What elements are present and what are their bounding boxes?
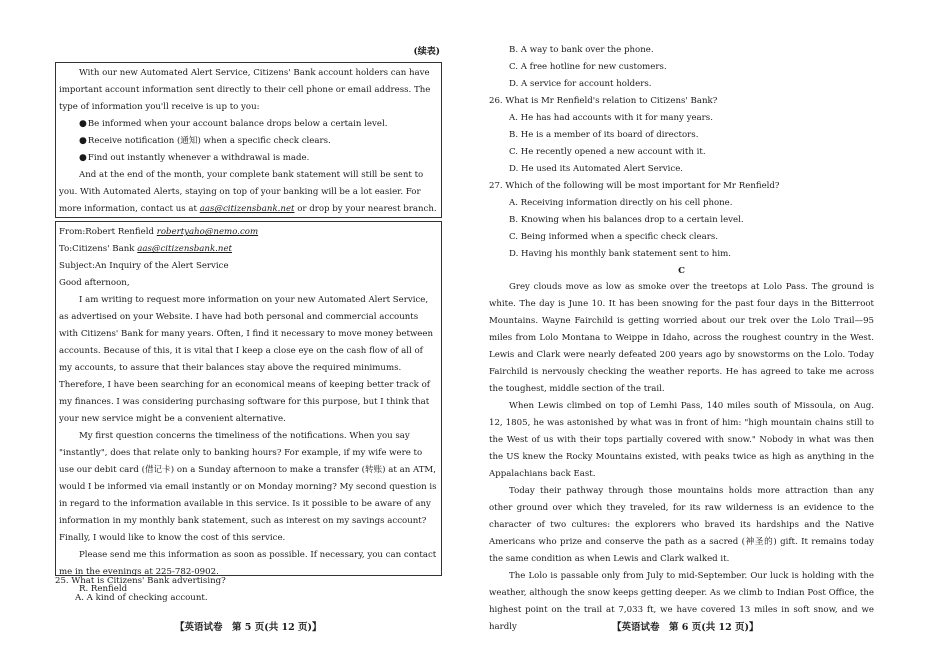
letter-greeting: Good afternoon,: [59, 278, 130, 288]
passage-c-paragraph-2: When Lewis climbed on top of Lemhi Pass, 140 miles south of Missoula, on Aug. 12, 1805, he was astonished by what was in front of him: "high mountain chains still to the West of us with their tops partially covered with snow." Nobody in what was then the US knew the Rocky Mountains existed, with peaks twice as high as anything in the Appalachians back East.: [489, 401, 874, 479]
question-26-option-c[interactable]: C. He recently opened a new account with it.: [509, 147, 706, 157]
letter-paragraph-2: My first question concerns the timeliness of the notifications. When you say "instantly", does that relate only to banking hours? For example, if my wife were to use our debit card (借记卡) on a Sunday afternoon to make a transfer (转账) at an ATM, would I be informed via email instantly or on Monday morning? My second question is in regard to the information available in this service. Is it possible to be aware of any information in my monthly bank statement, such as interest on my savings account? Finally, I would like to know the cost of this service.: [59, 431, 437, 543]
question-26-option-a[interactable]: A. He has had accounts with it for many years.: [509, 113, 713, 123]
passage-c: [489, 279, 874, 636]
ad-bullet-3: ● Find out instantly whenever a withdrawal is made.: [59, 150, 438, 167]
advertisement-box: [55, 62, 442, 218]
letter-paragraph-3: Please send me this information as soon as possible. If necessary, you can contact me in the evenings at 225-782-0902.: [59, 550, 437, 577]
ad-bullet-2: ● Receive notification (通知) when a specific check clears.: [59, 133, 438, 150]
letter-from: [59, 224, 438, 241]
letter-subject: Subject:An Inquiry of the Alert Service: [59, 261, 229, 271]
question-26-option-d[interactable]: D. He used its Automated Alert Service.: [509, 164, 684, 174]
question-27-stem: 27. Which of the following will be most important for Mr Renfield?: [489, 181, 780, 191]
question-25-continued: [489, 42, 874, 280]
to-label: To:Citizens' Bank: [59, 244, 138, 254]
ad-paragraph-1: With our new Automated Alert Service, Citizens' Bank account holders can have important account information sent directly to their cell phone or email address. The type of information you'll receive is up to you:: [59, 68, 431, 112]
ad-email-link[interactable]: aas@citizensbank.net: [199, 204, 295, 214]
question-25-option-d[interactable]: D. A service for account holders.: [509, 79, 652, 89]
ad-p2-tail: or drop by your nearest branch.: [294, 204, 437, 214]
question-25: [55, 573, 440, 607]
to-email[interactable]: aas@citizensbank.net: [137, 244, 232, 254]
from-label: From:Robert Renfield: [59, 227, 157, 237]
passage-c-paragraph-1: Grey clouds move as low as smoke over the treetops at Lolo Pass. The ground is white. The day is June 10. It has been snowing for the past four days in the Bitterroot Mountains. Wayne Fairchild is getting worried about our trek over the Lolo Trail—95 miles from Lolo Montana to Weippe in Idaho, across the roughest country in the West. Lewis and Clark were nearly defeated 200 years ago by snowstorms on the Lolo. Today Fairchild is nervously checking the weather reports. He has agreed to take me across the toughest, middle section of the trail.: [489, 282, 874, 394]
letter-to: [59, 241, 438, 258]
question-25-option-c[interactable]: C. A free hotline for new customers.: [509, 62, 667, 72]
letter-paragraph-1: I am writing to request more information on your new Automated Alert Service, as advertised on your Website. I have had both personal and commercial accounts with Citizens' Bank for many years. Often, I find it necessary to move money between accounts. Because of this, it is vital that I keep a close eye on the cash flow of all of my accounts, to assure that their balances stay above the required minimums. Therefore, I have been searching for an economical means of keeping better track of my finances. I was considering purchasing software for this purpose, but I think that your new service might be a convenient alternative.: [59, 295, 434, 424]
question-25-stem: 25. What is Citizens' Bank advertising?: [55, 576, 226, 586]
question-27-option-a[interactable]: A. Receiving information directly on his cell phone.: [509, 198, 733, 208]
question-26-option-b[interactable]: B. He is a member of its board of directors.: [509, 130, 699, 140]
from-email[interactable]: robertyaho@nemo.com: [156, 227, 259, 237]
question-25-option-a[interactable]: A. A kind of checking account.: [75, 593, 208, 603]
question-27-option-d[interactable]: D. Having his monthly bank statement sent to him.: [509, 249, 731, 259]
question-26-stem: 26. What is Mr Renfield's relation to Citizens' Bank?: [489, 96, 718, 106]
question-25-option-b[interactable]: B. A way to bank over the phone.: [509, 45, 654, 55]
ad-paragraph-2: [59, 167, 438, 218]
continued-label: (续表): [413, 47, 440, 57]
section-c-label: C: [678, 266, 685, 276]
footer-page-6: 【英语试卷 第 6 页(共 12 页)】: [612, 622, 759, 633]
footer-page-5: 【英语试卷 第 5 页(共 12 页)】: [175, 622, 322, 633]
question-27-option-b[interactable]: B. Knowing when his balances drop to a certain level.: [509, 215, 744, 225]
passage-c-paragraph-4: The Lolo is passable only from July to mid-September. Our luck is holding with the weather, although the snow keeps getting deeper. As we climb to Indian Post Office, the highest point on the trail at 7,033 ft, we have covered 13 miles in soft snow, and we hardly: [489, 571, 874, 632]
question-27-option-c[interactable]: C. Being informed when a specific check clears.: [509, 232, 719, 242]
ad-p2-text: And at the end of the month, your complete bank statement will still be sent to you. With Automated Alerts, staying on top of your banking will be a lot easier. For more information, contact us at: [59, 170, 424, 214]
letter-signature: R. Renfield: [79, 584, 128, 594]
passage-c-paragraph-3: Today their pathway through those mountains holds more attraction than any other ground over which they traveled, for its raw wilderness is an evidence to the character of two cultures: the explorers who braved its hardships and the Native Americans who prize and conserve the path as a sacred (神圣的) gift. It remains today the same condition as when Lewis and Clark walked it.: [489, 486, 874, 564]
ad-bullet-1: ● Be informed when your account balance drops below a certain level.: [59, 116, 438, 133]
